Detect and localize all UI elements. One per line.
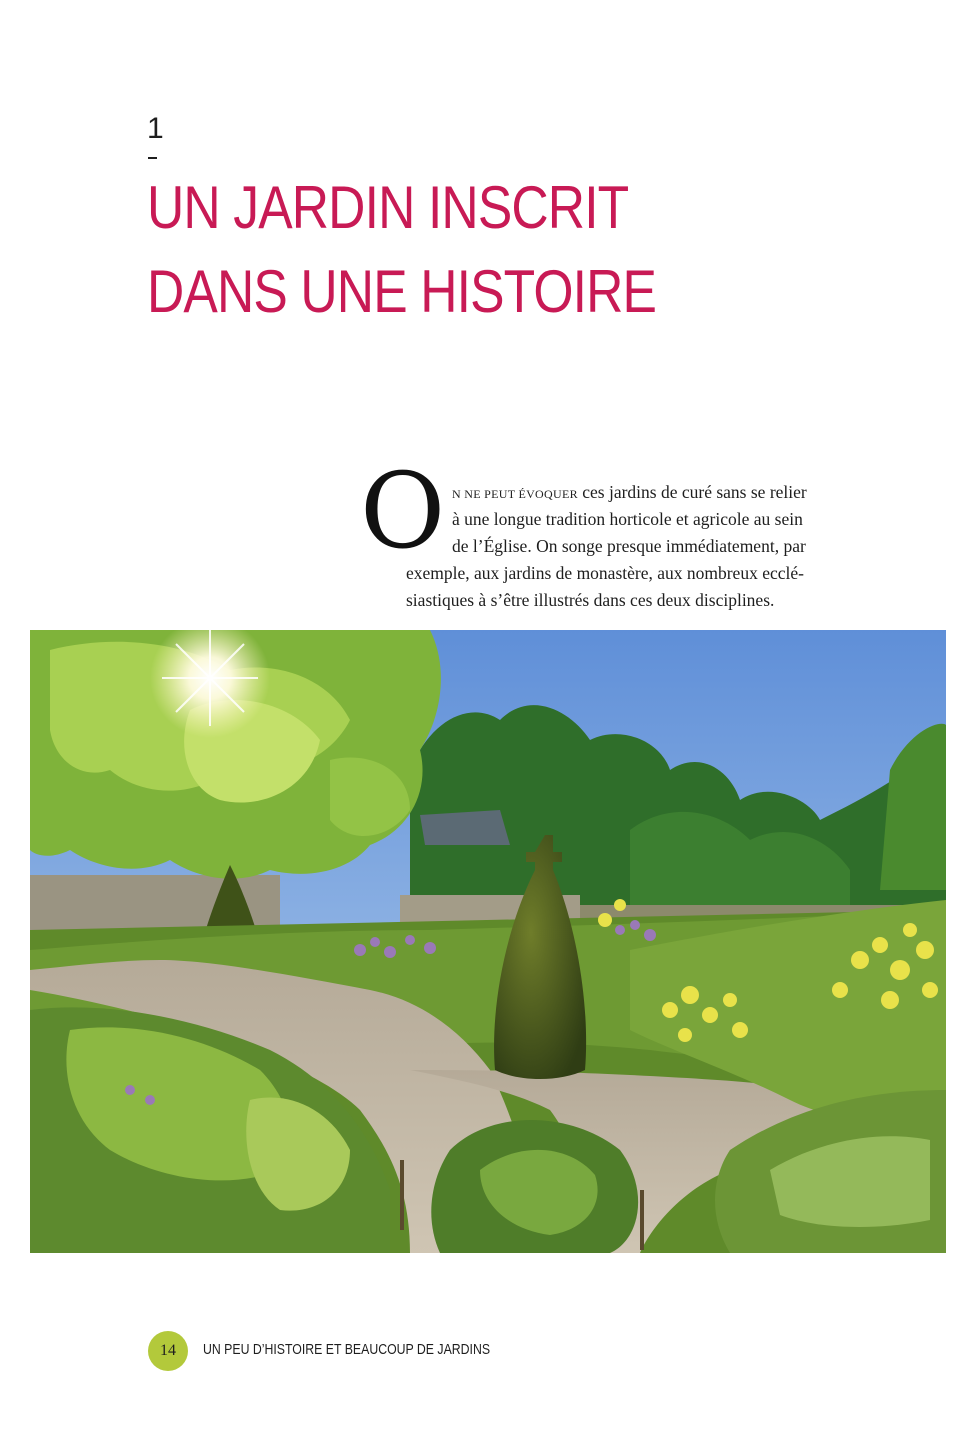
page-number-badge: 14 [148, 1331, 188, 1371]
intro-lead-smallcaps: N NE PEUT ÉVOQUER [452, 487, 578, 501]
intro-line-3: de l’Église. On songe presque immédiatement, par [452, 536, 806, 556]
intro-line-1 [452, 479, 807, 508]
drop-cap: O [360, 450, 446, 572]
chapter-title [147, 166, 656, 334]
chapter-number-rule [148, 157, 157, 159]
garden-photo-illustration [30, 630, 946, 1253]
chapter-title-line-1: UN JARDIN INSCRIT [147, 174, 629, 241]
running-title: UN PEU D’HISTOIRE ET BEAUCOUP DE JARDINS [203, 1341, 491, 1358]
intro-line-5: siastiques à s’être illustrés dans ces deux disciplines. [406, 590, 775, 610]
garden-photo [30, 630, 946, 1253]
intro-line-2: à une longue tradition horticole et agricole au sein [452, 509, 803, 529]
intro-line-1-rest: ces jardins de curé sans se relier [577, 482, 807, 502]
intro-line-4: exemple, aux jardins de monastère, aux nombreux ecclé- [406, 563, 804, 583]
chapter-title-line-2: DANS UNE HISTOIRE [147, 258, 657, 325]
chapter-number: 1 [147, 112, 164, 145]
